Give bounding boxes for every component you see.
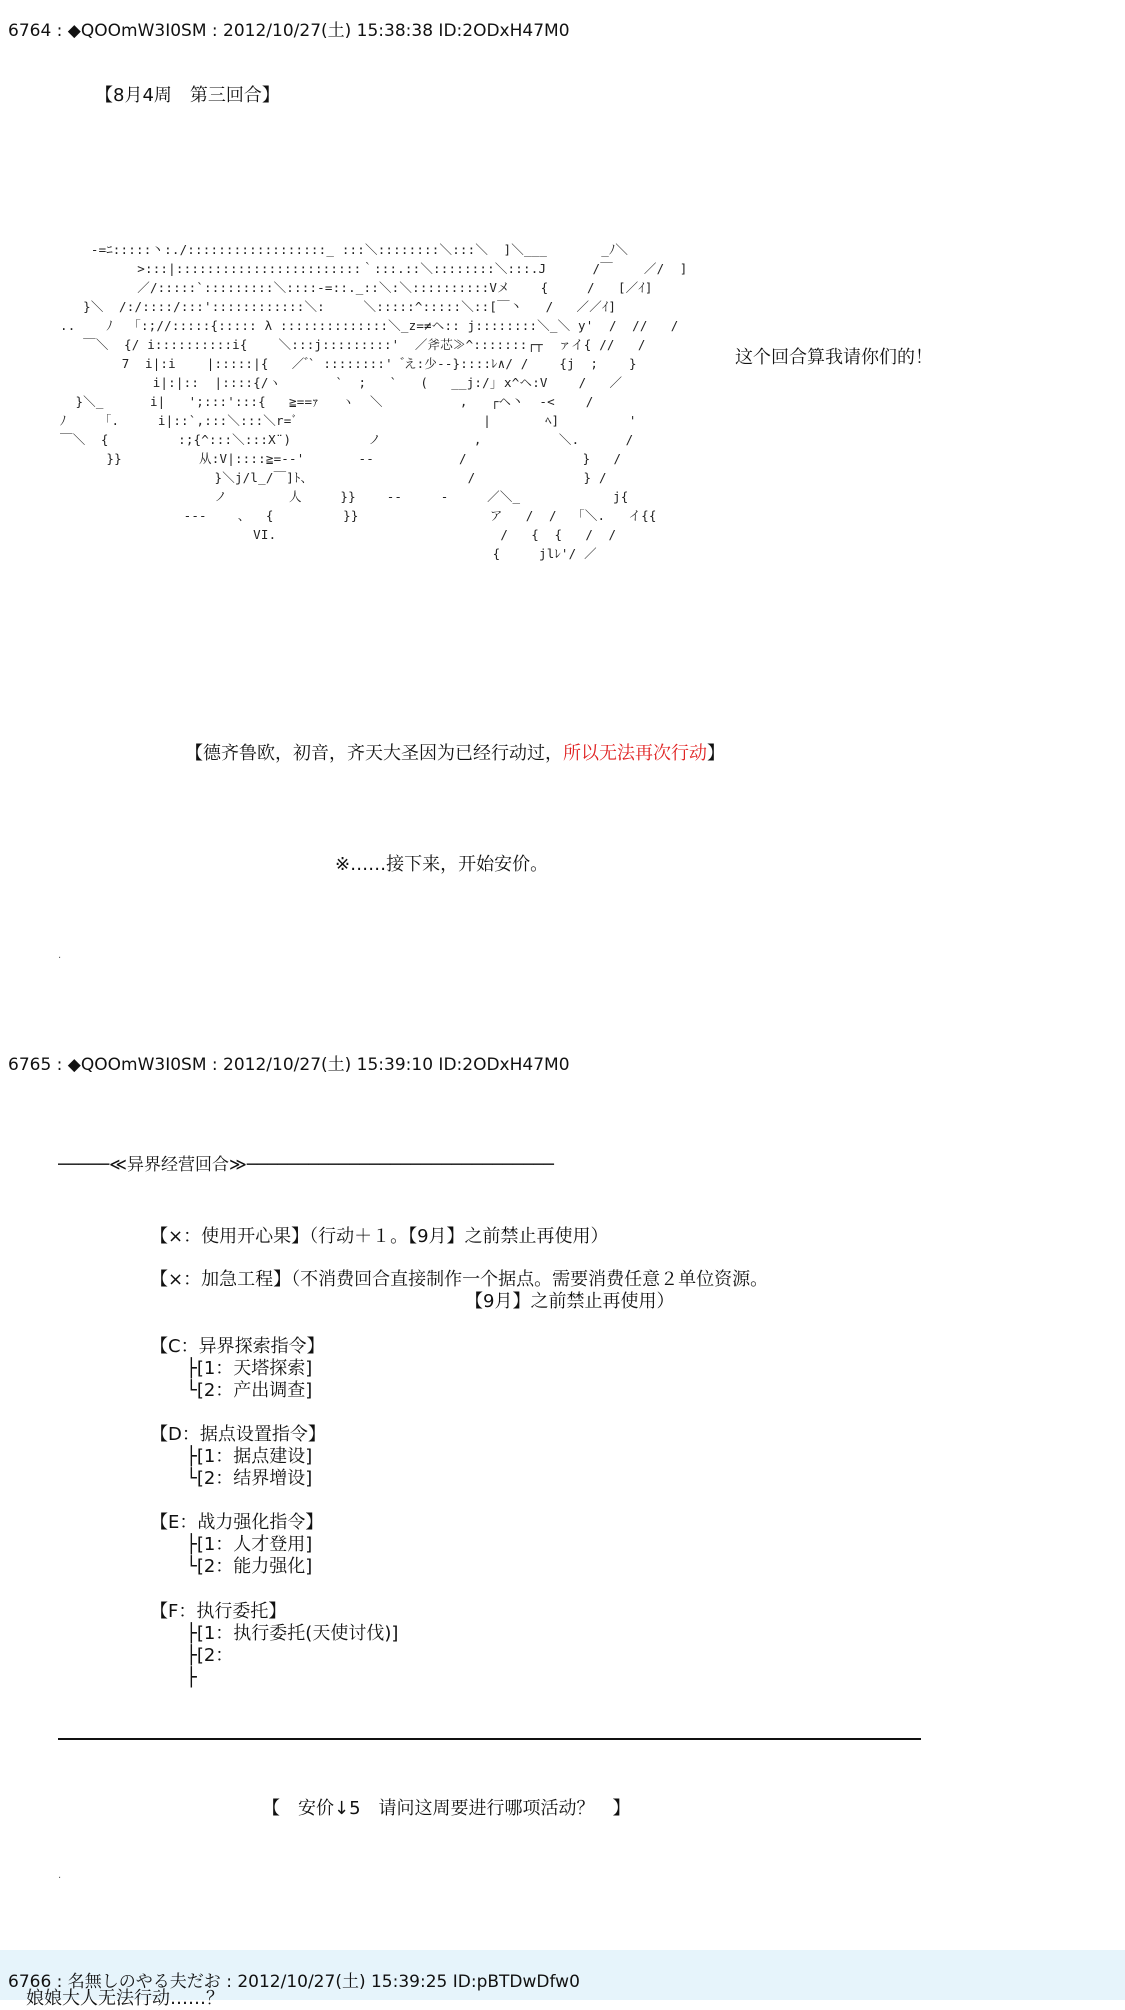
menu-line: 【E：战力强化指令】: [150, 1512, 324, 1533]
post-header: 6765 : ◆QOOmW3I0SM : 2012/10/27(土) 15:39:10 ID:2ODxH47M0: [8, 1055, 570, 1075]
ascii-art-line: }} 从:V|::::≧=-‐' ‐‐ / } /: [60, 451, 622, 466]
menu-line: 【×：加急工程】（不消费回合直接制作一个据点。需要消费任意２单位资源。: [150, 1269, 769, 1290]
menu-line: 【9月】之前禁止再使用）: [150, 1291, 675, 1312]
round-title: 【8月4周 第三回合】: [95, 85, 280, 106]
action-notice: [185, 742, 725, 765]
dot-marker: .: [58, 950, 62, 961]
next-step-text: ※……接下来，开始安价。: [335, 854, 549, 875]
notice-red: 所以无法再次行动: [563, 743, 707, 764]
ascii-art-line: ノ 人 }} ‐‐ - ／＼_ j{: [60, 489, 629, 504]
menu-line: ├[1：人才登用]: [150, 1534, 313, 1555]
post-header: 6764 : ◆QOOmW3I0SM : 2012/10/27(土) 15:38:38 ID:2ODxH47M0: [8, 21, 570, 41]
menu-line: ├[2：: [150, 1645, 234, 1666]
notice-suffix: 】: [707, 743, 725, 764]
menu-line: ├[1：执行委托(天使讨伐)]: [150, 1623, 399, 1644]
menu-line: 【F：执行委托】: [150, 1601, 287, 1622]
post-body: 娘娘大人无法行动……？: [8, 1988, 224, 2009]
section-title: ─────≪异界经营回合≫──────────────────────────────: [58, 1155, 554, 1175]
menu-line: ├[1：天塔探索]: [150, 1358, 313, 1379]
ascii-art-line: }＼j/l_/￣]ﾄ、 / } /: [60, 470, 607, 485]
menu-line: └[2：结界增设]: [150, 1468, 313, 1489]
ascii-art-line: }＼_ i| ';:::':::{ ≧==ｧ ヽ ＼ , ┌ヘ丶 ‐< /: [60, 394, 594, 409]
ascii-art-line: ￣＼ {/ i::::::::::i{ ＼:::j:::::::::' ／斧芯≫^:::::::┌┬ ァイ{ // /: [60, 337, 646, 352]
notice-prefix: 【德齐鲁欧，初音，齐天大圣因为已经行动过，: [185, 743, 563, 764]
menu-line: └[2：产出调查]: [150, 1380, 313, 1401]
post-6765: [0, 1050, 1125, 1950]
ascii-art-line: .. ﾉ 「:;//:::::{::::: λ ::::::::::::::＼_z=≠ヘ:: j::::::::＼_＼ y' / // /: [60, 318, 679, 333]
ascii-art-line: i|:|:: |::::{/ヽ ` ; ` ( __j:/｣ x^ヘ:V / ／: [60, 375, 623, 390]
ascii-art-line: ﾉ ｢. i|::`,:::＼:::＼r=ﾞ | ﾍ] ': [60, 413, 637, 428]
question-text: 【 安价↓5 请问这周要进行哪项活动？ 】: [262, 1798, 631, 1819]
menu-line: ├[1：据点建设]: [150, 1446, 313, 1467]
ascii-art: [60, 240, 687, 563]
menu-line: ├: [150, 1667, 197, 1688]
divider-line: [58, 1738, 921, 1740]
ascii-art-line: { jlﾚ'/ ／: [60, 546, 597, 561]
ascii-art-line: -=ﾆ:::::丶:./::::::::::::::::::_ :::＼::::::::＼:::＼ ]＼___ _ﾉ＼: [60, 242, 629, 257]
dot-marker: .: [58, 1870, 62, 1881]
menu-line: 【D：据点设置指令】: [150, 1424, 326, 1445]
menu-line: 【C：异界探索指令】: [150, 1336, 325, 1357]
ascii-art-line: ／/:::::`:::::::::＼::::-=::._::＼:＼::::::::::Vメ { / [／ｲ]: [60, 280, 653, 295]
ascii-art-line: ‐‐‐ 、 { }} ア / / 「＼. イ{{: [60, 508, 657, 523]
ascii-art-line: }＼ /:/::::/:::'::::::::::::＼: ＼:::::^:::::＼::[￣丶 / ／／ｲ]: [60, 299, 617, 314]
post-6766: [0, 1950, 1125, 2009]
ascii-art-line: 7 i|:i |:::::|{ ／ ゙` ::::::::' ゙え:少‐-}::::ﾚ∧/ / {j ; }: [60, 356, 637, 371]
ascii-art-line: ￣＼ { :;{^:::＼:::X¨) ノ , ＼. /: [60, 432, 634, 447]
ascii-art-line: VI. / { { / /: [60, 527, 617, 542]
post-header: 6766 : 名無しのやる夫だお : 2012/10/27(土) 15:39:25 ID:pBTDwDfw0: [8, 1972, 580, 1992]
ascii-art-line: >:::|::::::::::::::::::::::::｀:::.::＼::::::::＼:::.J /￣ ／/ ]: [60, 261, 688, 276]
speech-text: 这个回合算我请你们的！: [735, 347, 933, 368]
menu-line: └[2：能力强化]: [150, 1556, 313, 1577]
menu-line: 【×：使用开心果】（行动＋１。【9月】之前禁止再使用）: [150, 1226, 609, 1247]
